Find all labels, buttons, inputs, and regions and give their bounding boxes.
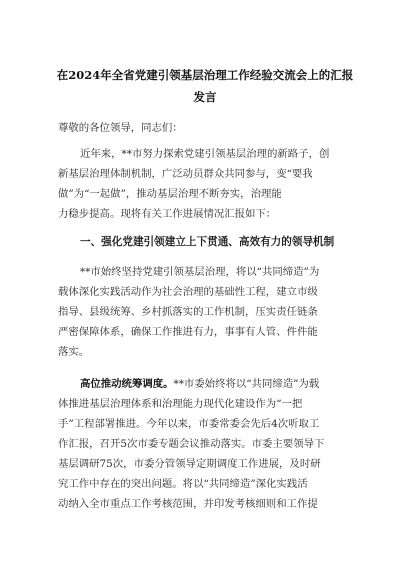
section-1-line: 严密保障体系，确保工作推进有力，事事有人管、件件能 — [58, 326, 318, 338]
section-1-line: 落实。 — [58, 346, 90, 358]
document-title-line-1: 在2024年全省党建引领基层治理工作经验交流会上的汇报 — [56, 68, 354, 82]
section-1-line: 指导、县级统筹、乡村抓落实的工作机制，压实责任链条 — [58, 306, 318, 318]
intro-line: 力稳步提高。现将有关工作进展情况汇报如下： — [58, 208, 277, 220]
section-2-line: 体推进基层治理体系和治理能力现代化建设作为“一把 — [58, 398, 303, 410]
salutation: 尊敬的各位领导，同志们： — [58, 122, 183, 134]
section-2-first-rest: **市委始终将以“共同缔造”为载 — [173, 378, 320, 390]
intro-line: 近年来，**市努力探索党建引领基层治理的新路子，创 — [80, 148, 330, 160]
section-2-line: 作汇报，召开5次市委专题会议推动落实。市委主要领导下 — [58, 438, 325, 450]
intro-line: 新基层治理体制机制，广泛动员群众共同参与，变“要我 — [58, 168, 313, 180]
section-1-heading: 一、强化党建引领建立上下贯通、高效有力的领导机制 — [80, 236, 335, 248]
section-2-line: 究工作中存在的突出问题。将以“共同缔造”深化实践活 — [58, 478, 308, 490]
section-2-line: 动纳入全市重点工作考核范围，并印发考核细则和工作提 — [58, 498, 318, 510]
document-title-line-2: 发言 — [193, 90, 217, 104]
section-1-line: **市始终坚持党建引领基层治理，将以“共同缔造”为 — [80, 266, 320, 278]
section-2-first-line — [80, 374, 358, 394]
section-2-line: 手”工程部署推进。今年以来，市委常委会先后4次听取工 — [58, 418, 320, 430]
section-2-lead: 高位推动统筹调度。 — [80, 378, 174, 390]
section-1-line: 载体深化实践活动作为社会治理的基础性工程，建立市级 — [58, 286, 318, 298]
section-2-line: 基层调研75次，市委分管领导定期调度工作进展，及时研 — [58, 458, 321, 470]
intro-line: 做”为“一起做”，推动基层治理不断夯实，治理能 — [58, 188, 282, 200]
